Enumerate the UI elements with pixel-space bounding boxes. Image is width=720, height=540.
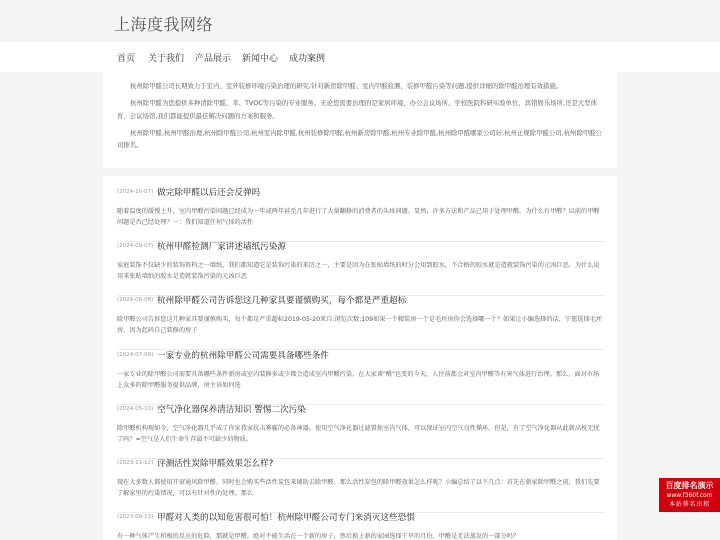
article-excerpt: 家庭装饰不仅缺少的装饰资料之一墙纸，我们都知道它是装饰污染的来历之一，主要是因为在张贴墙纸的时分会用到胶水，不合格的胶水就是造就装饰污染的元凶巨恶。为什么说用来张贴墙纸的胶水是造就装饰污染的元凶巨恶: [117, 262, 600, 280]
site-header: [0, 0, 720, 42]
article-excerpt: 现在大多数人都使用开窗通风除甲醛，同时也会购买些活性炭包来辅助去除甲醛。那么活性炭包的除甲醛效果怎么样呢？小编总结了以下几点：首先在新家除甲醛之前，我们先要了解家里的污染情况，可以有针对性的处理。那么: [117, 479, 600, 497]
nav-item-cases[interactable]: 成功案例: [289, 54, 326, 64]
article-date: (2024-08-08): [117, 297, 154, 303]
article-date: (2024-10-07): [117, 189, 154, 195]
article-title[interactable]: 做完除甲醛以后还会反弹吗: [157, 188, 261, 198]
intro-paragraph: 杭州除甲醛为您提供多种清除甲醛、苯、TVOC等污染的专业服务。无论您需要治理的是家居环境、办公会议场所、学校医院科研实验单位、宾馆娱乐场所,还是大型体育、会议场馆,我们都能提供最佳解决问题的方案和服务。: [117, 99, 598, 120]
ranking-ad-badge[interactable]: [659, 478, 720, 512]
article-item: [117, 403, 605, 459]
article-item: [117, 511, 605, 540]
nav-item-news[interactable]: 新闻中心: [242, 54, 279, 64]
badge-tagline: 本站排名出租: [669, 501, 710, 508]
article-excerpt: 一家专业的除甲醛公司需要具备哪些条件新房或室内装修多或少都会造成室内甲醛污染，在大家谈"醛"色变的今天，人住前都会对室内甲醛等有害气体进行治理。那么，面对市场上众多的除甲醛服务提供品牌，房主该如何选: [117, 371, 600, 389]
article-title[interactable]: 甲醛对人类的以知危害很可怕！杭州除甲醛公司专门来消灭这些恐惧: [157, 513, 415, 523]
intro-paragraph: 杭州除甲醛,杭州甲醛治理,杭州除甲醛公司,杭州室内除甲醛,杭州装修除甲醛,杭州新房除甲醛,杭州专业除甲醛,杭州除甲醛哪家公司好,杭州正规除甲醛公司,杭州除甲醛公司排名。: [117, 128, 603, 149]
article-item: [117, 186, 605, 242]
article-title[interactable]: 空气净化器保养清洁知识 警惕二次污染: [157, 405, 306, 415]
article-title[interactable]: 杭州除甲醛公司告诉您这几种家具要谨慎购买，每个都是严重超标: [157, 296, 407, 306]
article-excerpt: 除甲醛机构现如今，空气净化器几乎成了你家我家抗击雾霾的必备神器。使用空气净化器过滤置换室内气体，可以保证室内空气良性循环。但是，有了空气净化器从此就高枕无忧了吗？=空气是人们生命生存最不可缺少的物质。: [117, 425, 600, 443]
badge-headline: 百度排名演示: [665, 481, 714, 490]
article-date: (2023-09-13): [117, 514, 154, 520]
article-excerpt: 除甲醛公司告诉您这几种家具要谨慎购买，每个都是严重超标2019-05-20来自:浏览次数:109如果一个精装房一个是毛坯房你会选择哪一个？如果让小编选择的话，宁愿选择毛坯房，因为起码自己装修的房子: [117, 316, 603, 334]
article-item: [117, 349, 605, 405]
article-date: (2024-05-10): [117, 406, 154, 412]
article-date: (2024-09-07): [117, 243, 154, 249]
article-excerpt: 随着温度的缓慢上升，室内甲醛污染问题已经成为一年或两年甚至几年进行了大量翻修的消费者的头疼问题。显然，许多方法和产品已用于处理甲醛。为什么有甲醛？以前的甲醛问题是否已经处理？一：我们知道任何气体的活性: [117, 208, 600, 226]
nav-item-home[interactable]: 首页: [117, 54, 136, 64]
article-item: [117, 457, 605, 513]
nav-item-about[interactable]: 关于我们: [148, 54, 185, 64]
nav-item-products[interactable]: 产品展示: [195, 54, 232, 64]
badge-url: www.f360f.com: [666, 492, 713, 499]
article-item: [117, 294, 605, 350]
article-item: [117, 240, 605, 296]
article-title[interactable]: 一家专业的杭州除甲醛公司需要具备哪些条件: [157, 351, 329, 361]
site-title[interactable]: 上海度我网络: [114, 15, 214, 34]
article-excerpt: 有一种气体产生积极的反应的危险，那就是甲醛。绝对不能生活在一个新的房子，然后换上新的家园选择干旱的月份，甲醛是无法蒸发的一部分吗？: [117, 533, 520, 540]
article-list: [103, 176, 617, 540]
intro-panel: [103, 72, 617, 168]
intro-paragraph: 杭州除甲醛公司长期致力于室内、室外装修环境污染治理的研究,针对新房除甲醛、室内甲醛检测、装修甲醛污染等问题,提供详细的除甲醛治理有效措施。: [130, 82, 563, 90]
article-title[interactable]: 杭州甲醛检测厂家讲述墙纸污染源: [157, 242, 286, 252]
article-date: (2024-07-09): [117, 352, 154, 358]
article-title[interactable]: 评测活性炭除甲醛效果怎么样?: [157, 459, 274, 469]
main-nav: [0, 42, 720, 72]
article-date: (2023-11-12): [117, 460, 154, 466]
